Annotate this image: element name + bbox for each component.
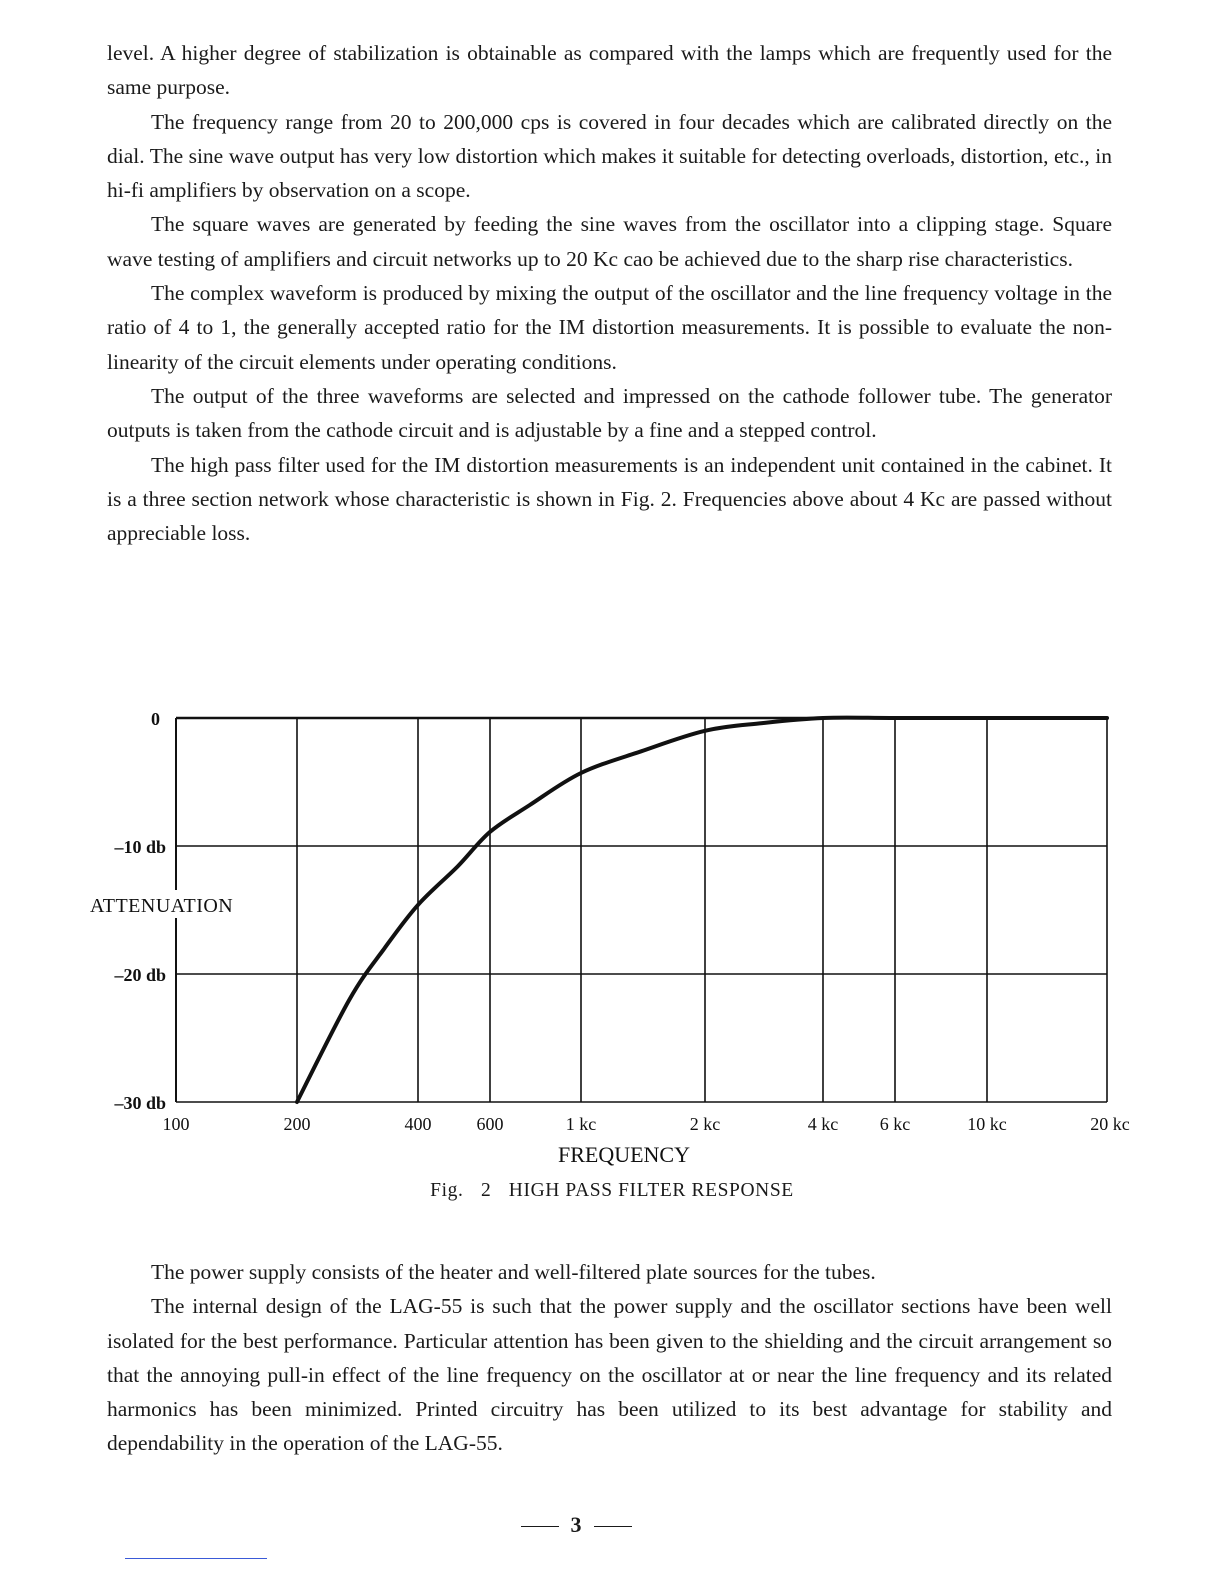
body-text-top	[107, 36, 1112, 550]
x-tick-label: 1 kc	[565, 1114, 597, 1134]
paragraph: The power supply consists of the heater and well-filtered plate sources for the tubes.	[151, 1260, 876, 1284]
x-tick-label: 200	[283, 1114, 311, 1134]
figure-caption-number: 2	[480, 1180, 492, 1201]
x-axis-label: FREQUENCY	[557, 1142, 691, 1167]
x-tick-label: 2 kc	[689, 1114, 721, 1134]
paragraph: level. A higher degree of stabilization is obtainable as compared with the lamps which are frequently used for the same purpose.	[107, 41, 1112, 100]
chart-grid	[176, 718, 1107, 1102]
x-tick-label: 400	[404, 1114, 432, 1134]
y-tick-label: 0	[151, 709, 160, 729]
x-tick-label: 4 kc	[807, 1114, 839, 1134]
y-tick-label: –30 db	[114, 1093, 166, 1113]
page-number-dash-left	[521, 1526, 559, 1527]
footer-rule	[125, 1558, 267, 1559]
y-axis-label: ATTENUATION	[90, 895, 234, 917]
paragraph: The complex waveform is produced by mixing the output of the oscillator and the line frequency voltage in the ratio of 4 to 1, the generally accepted ratio for the IM distortion measurements. It is possible to evaluate the non-linearity of the circuit elements under operating conditions.	[107, 281, 1112, 374]
y-tick-label: –10 db	[114, 837, 166, 857]
paragraph: The output of the three waveforms are selected and impressed on the cathode follower tube. The generator outputs is taken from the cathode circuit and is adjustable by a fine and a stepped control.	[107, 383, 1112, 443]
paragraph: The high pass filter used for the IM distortion measurements is an independent unit contained in the cabinet. It is a three section network whose characteristic is shown in Fig. 2. Frequencies above about 4 Kc are passed without appreciable loss.	[107, 452, 1112, 546]
figure-caption-text: HIGH PASS FILTER RESPONSE	[508, 1180, 794, 1201]
page-number-value: 3	[570, 1512, 582, 1537]
figure-caption	[0, 1180, 1224, 1202]
x-tick-label: 600	[476, 1114, 504, 1134]
paragraph: The frequency range from 20 to 200,000 cps is covered in four decades which are calibrated directly on the dial. The sine wave output has very low distortion which makes it suitable for detecting overloads, distortion, etc., in hi-fi amplifiers by observation on a scope.	[107, 109, 1112, 203]
x-tick-label: 6 kc	[879, 1114, 911, 1134]
high-pass-filter-chart	[0, 690, 1224, 1170]
x-tick-label: 10 kc	[967, 1114, 1007, 1134]
page-number-dash-right	[594, 1526, 632, 1527]
y-tick-label: –20 db	[114, 965, 166, 985]
paragraph: The internal design of the LAG-55 is such that the power supply and the oscillator sections have been well isolated for the best performance. Particular attention has been given to the shielding and the circuit arrangement so that the annoying pull-in effect of the line frequency on the oscillator at or near the line frequency and its related harmonics has been minimized. Printed circuitry has been utilized to its best advantage for stability and dependability in the operation of the LAG-55.	[107, 1294, 1112, 1456]
paragraph: The square waves are generated by feeding the sine waves from the oscillator into a clipping stage. Square wave testing of amplifiers and circuit networks up to 20 Kc cao be achieved due to the sharp rise characteristics.	[107, 212, 1112, 271]
figure-caption-prefix: Fig.	[430, 1180, 464, 1201]
chart-labels	[88, 709, 1130, 1167]
page-number	[0, 1512, 1152, 1538]
body-text-bottom	[107, 1255, 1112, 1461]
x-tick-label: 100	[162, 1114, 190, 1134]
x-tick-label: 20 kc	[1090, 1114, 1130, 1134]
